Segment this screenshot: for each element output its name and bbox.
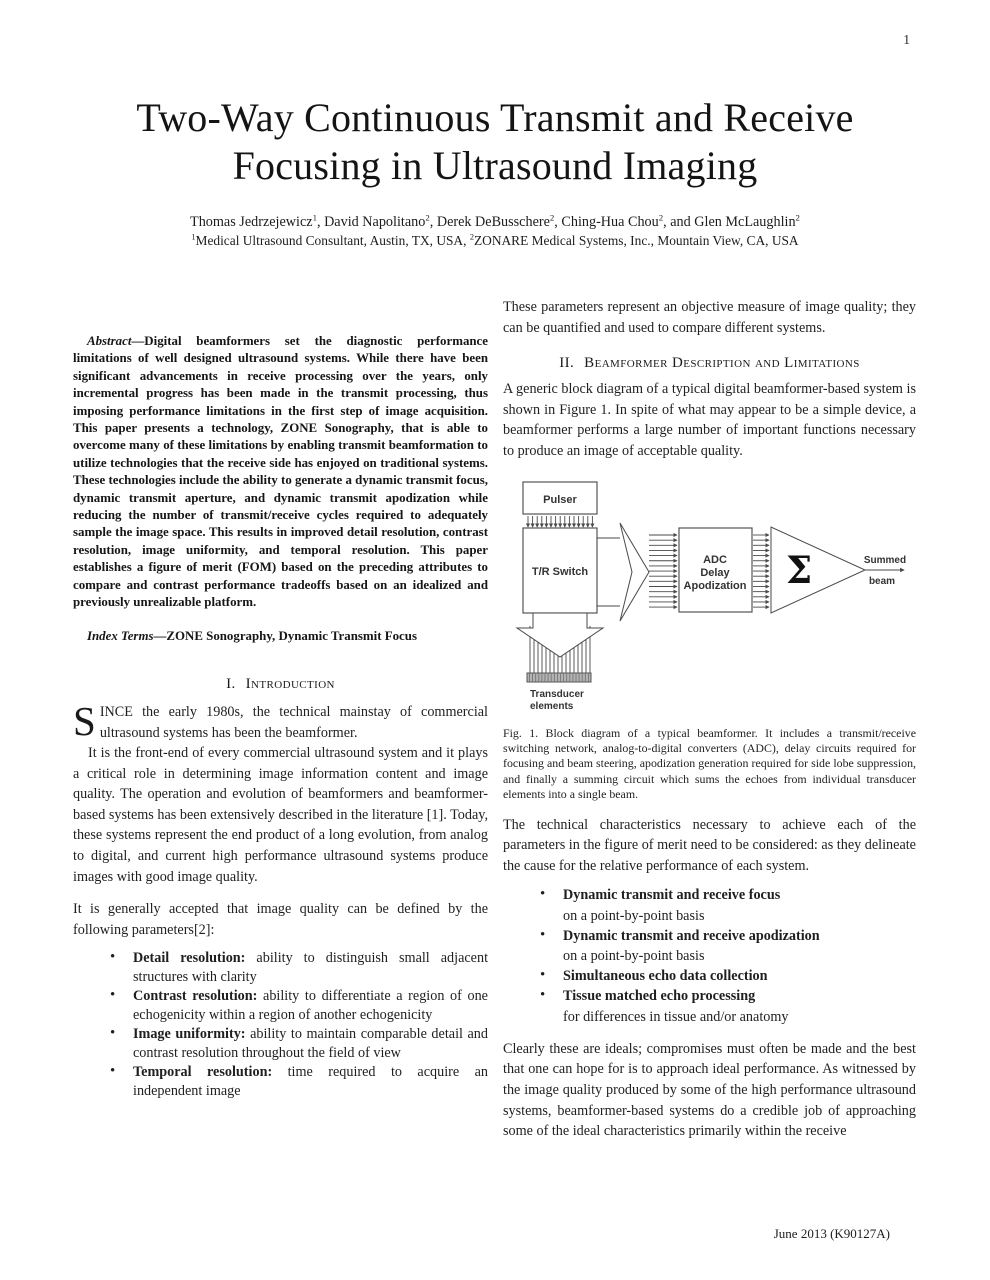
pulser-to-switch-wires — [528, 516, 592, 527]
index-terms-text: —ZONE Sonography, Dynamic Transmit Focus — [153, 628, 417, 643]
affiliation: $^2$ZONARE Medical Systems, Inc., Mountain View, CA, USA — [469, 232, 799, 248]
intro-paragraph-1: SINCE the early 1980s, the technical mainstay of commercial ultrasound systems has been the beamformer. — [73, 697, 488, 744]
section-1-heading: I. Introduction — [226, 675, 335, 692]
right-paragraph-1: These parameters represent an objective measure of image quality; they can be quantified and used to compare different systems. — [503, 299, 916, 336]
section-2-heading: II. Beamformer Description and Limitations — [559, 355, 860, 372]
transducer-bar — [527, 673, 591, 682]
paper-header — [0, 94, 990, 249]
title-line-1: Two-Way Continuous Transmit and Receive — [136, 95, 854, 140]
paper-title — [0, 94, 990, 190]
channel-lines-to-adc — [649, 535, 677, 607]
affiliation: $^1$Medical Ultrasound Consultant, Austin, TX, USA, — [191, 232, 470, 248]
abstract-text: —Digital beamformers set the diagnostic performance limitations of well designed ultrasound systems. While there have been significant advancements in receive processing over the years, only incremental progress has been made in the transmit processing, thus imposing performance limitations in the first step of image acquisition. This paper presents a technology, ZONE Sonography, that is able to overcome many of these limitations by enabling transmit beamformation to utilize technologies that the receive side has enjoyed on traditional systems. These technologies include the ability to generate a dynamic transmit focus, dynamic transmit aperture, and dynamic transmit apodization while reducing the number of transmit/receive cycles required to adequately sample the image space. This results in improved detail resolution, contrast resolution, image uniformity, and temporal resolution. This paper establishes a figure of merit (FOM) based on the preceding attributes to compare and contrast performance tradeoffs based on an idealized and previously unrealizable platform. — [73, 334, 488, 610]
list-item: • Detail resolution: ability to distinguish small adjacent structures with clarity — [73, 949, 488, 987]
affiliation-line — [0, 233, 990, 249]
list-item: • Simultaneous echo data collection — [503, 966, 916, 986]
author: , Ching-Hua Chou$^2$ — [554, 212, 664, 230]
transducer-label-line2: elements — [530, 700, 574, 712]
right-column — [503, 297, 916, 1142]
right-paragraph-4: Clearly these are ideals; compromises must often be made and the best that one can hope for is to approach ideal performance. As witnessed by the image quality produced by some of the high performance ultrasound systems, beamformer-based systems do a credible job of approaching some of the ideal characteristics primarily within the receive — [503, 1040, 916, 1140]
beamformer-block-diagram — [503, 476, 916, 716]
figure-caption-label: Fig. 1. — [503, 725, 539, 740]
sigma-symbol: Σ — [786, 547, 813, 592]
intro-paragraph-3: It is generally accepted that image quality can be defined by the following parameters[2]: — [73, 901, 488, 938]
drop-cap: S — [73, 697, 96, 744]
list-item: • Contrast resolution: ability to differentiate a region of one echogenicity within a region of another echogenicity — [73, 987, 488, 1025]
abstract-label: Abstract — [87, 334, 132, 348]
author: , Derek DeBusschere$^2$ — [429, 212, 555, 230]
transducer-label-line1: Transducer — [530, 688, 584, 700]
list-item: • Image uniformity: ability to maintain comparable detail and contrast resolution throughout the field of view — [73, 1025, 488, 1063]
adc-label-line1: ADC — [703, 553, 727, 566]
summed-beam-label-line1: Summed — [863, 554, 907, 566]
footer-note: June 2013 (K90127A) — [773, 1226, 890, 1241]
author-line — [0, 214, 990, 231]
author: Thomas Jedrzejewicz$^1$ — [190, 212, 317, 230]
pulser-label: Pulser — [543, 493, 577, 506]
list-item: • Dynamic transmit and receive apodization on a point-by-point basis — [503, 926, 916, 966]
page-number: 1 — [903, 32, 910, 47]
list-item: • Tissue matched echo processing for differences in tissue and/or anatomy — [503, 986, 916, 1026]
image-quality-parameters-list — [73, 949, 488, 1100]
author: , David Napolitano$^2$ — [316, 212, 430, 230]
left-column — [73, 333, 488, 1101]
intro-paragraph-2: It is the front-end of every commercial ultrasound system and it plays a critical role in determining image information content and image quality. The operation and evolution of beamformers and beamformer-based systems has been extensively described in the literature [1]. Today, these systems represent the end product of a long evolution, from analog to digital, and current high performance ultrasound systems produce images with good image quality. — [73, 745, 488, 885]
adc-label-line3: Apodization — [683, 579, 747, 592]
figure-caption-text: Block diagram of a typical beamformer. It includes a transmit/receive switching network, analog-to-digital converters (ADC), delay circuits required for focusing and beam steering, apodization generation required for side lobe suppression, and finally a summing circuit which sums the echoes from individual transducer elements into a single beam. — [503, 725, 916, 802]
tr-switch-label: T/R Switch — [531, 565, 589, 578]
abstract-paragraph — [73, 333, 488, 612]
index-terms-label: Index Terms — [87, 628, 154, 643]
channel-lines-to-summer — [753, 535, 769, 607]
summed-beam-label-line2: beam — [868, 575, 896, 587]
adc-label-line2: Delay — [700, 566, 730, 579]
list-item: • Dynamic transmit and receive focus on a point-by-point basis — [503, 885, 916, 925]
figure-1 — [503, 476, 916, 721]
index-terms — [73, 628, 488, 645]
chevron-arrow — [620, 523, 649, 621]
right-paragraph-3: The technical characteristics necessary to achieve each of the parameters in the figure of merit need to be considered: as they delineate the cause for the relative performance of each system. — [503, 816, 916, 874]
title-line-2: Focusing in Ultrasound Imaging — [232, 143, 758, 188]
author: , and Glen McLaughlin$^2$ — [663, 212, 800, 230]
list-item: • Temporal resolution: time required to acquire an independent image — [73, 1063, 488, 1101]
ideal-characteristics-list — [503, 885, 916, 1026]
right-paragraph-2: A generic block diagram of a typical digital beamformer-based system is shown in Figure 1. In spite of what may appear to be a simple device, a beamformer performs a large number of important functions necessary to produce an image of acceptable quality. — [503, 381, 916, 459]
figure-1-caption — [503, 726, 916, 803]
